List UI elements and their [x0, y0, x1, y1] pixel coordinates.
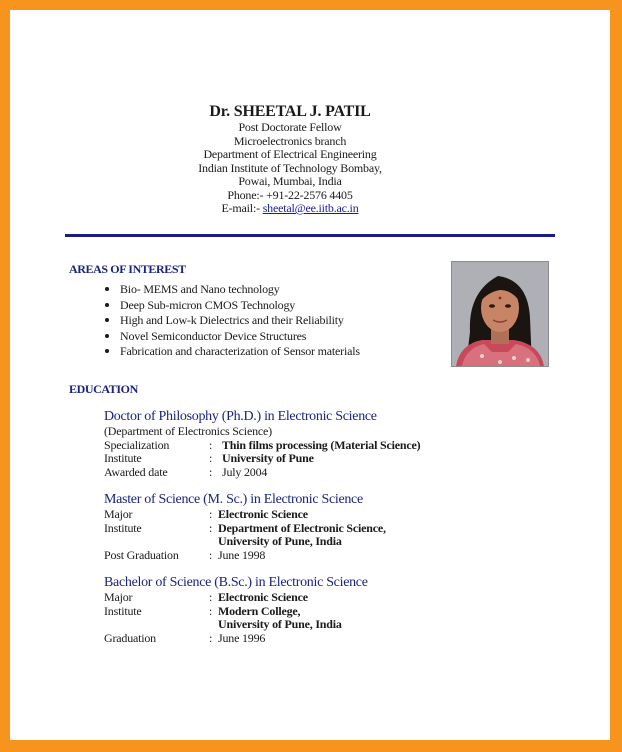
location: Powai, Mumbai, India [238, 174, 342, 188]
profile-photo [451, 261, 549, 367]
education-phd [104, 409, 421, 479]
table-row: Awarded date : July 2004 [104, 464, 268, 479]
institute: Indian Institute of Technology Bombay, [198, 160, 382, 175]
degree-title: Doctor of Philosophy (Ph.D.) in Electronic Science [104, 409, 377, 424]
table-row: Institute : Modern College, [104, 603, 301, 618]
table-row: Major : Electronic Science [104, 507, 308, 521]
degree-title: Master of Science (M. Sc.) in Electronic Science [104, 492, 363, 507]
list-item: Bio- MEMS and Nano technology [102, 282, 360, 298]
table-row: Specialization : Thin films processing (Material Science) [104, 437, 421, 452]
branch: Microelectronics branch [233, 133, 347, 148]
list-item: High and Low-k Dielectrics and their Reliability [102, 313, 360, 329]
education-bsc [104, 575, 368, 645]
department: Department of Electrical Engineering [203, 147, 377, 161]
table-row: Post Graduation : June 1998 [104, 547, 266, 562]
position-title: Post Doctorate Fellow [238, 120, 342, 134]
table-row: Institute : Department of Electronic Science, [104, 520, 386, 535]
portrait-image [452, 262, 548, 366]
education-msc [104, 492, 386, 562]
resume-page [10, 10, 610, 740]
table-row: University of Pune, India [218, 534, 342, 548]
candidate-name: Dr. SHEETAL J. PATIL [209, 103, 371, 120]
email-prefix: E-mail:- [221, 201, 260, 215]
degree-title: Bachelor of Science (B.Sc.) in Electronic Science [104, 575, 368, 590]
table-row: Graduation : June 1996 [104, 630, 266, 645]
table-row: Major : Electronic Science [104, 590, 308, 604]
education-heading: EDUCATION [69, 382, 138, 396]
header-divider [65, 234, 555, 237]
email-link[interactable]: sheetal@ee.iitb.ac.in [262, 201, 359, 215]
table-row: Institute : University of Pune [104, 451, 314, 465]
list-item: Fabrication and characterization of Sensor materials [102, 344, 360, 360]
interests-heading: AREAS OF INTEREST [69, 262, 186, 276]
list-item: Novel Semiconductor Device Structures [102, 329, 360, 345]
list-item: Deep Sub-micron CMOS Technology [102, 298, 360, 314]
degree-note: (Department of Electronics Science) [104, 424, 272, 438]
interests-list [102, 282, 360, 360]
table-row: University of Pune, India [218, 617, 342, 631]
resume-header [10, 102, 570, 216]
phone: Phone:- +91-22-2576 4405 [227, 187, 353, 202]
email-line [10, 202, 570, 216]
